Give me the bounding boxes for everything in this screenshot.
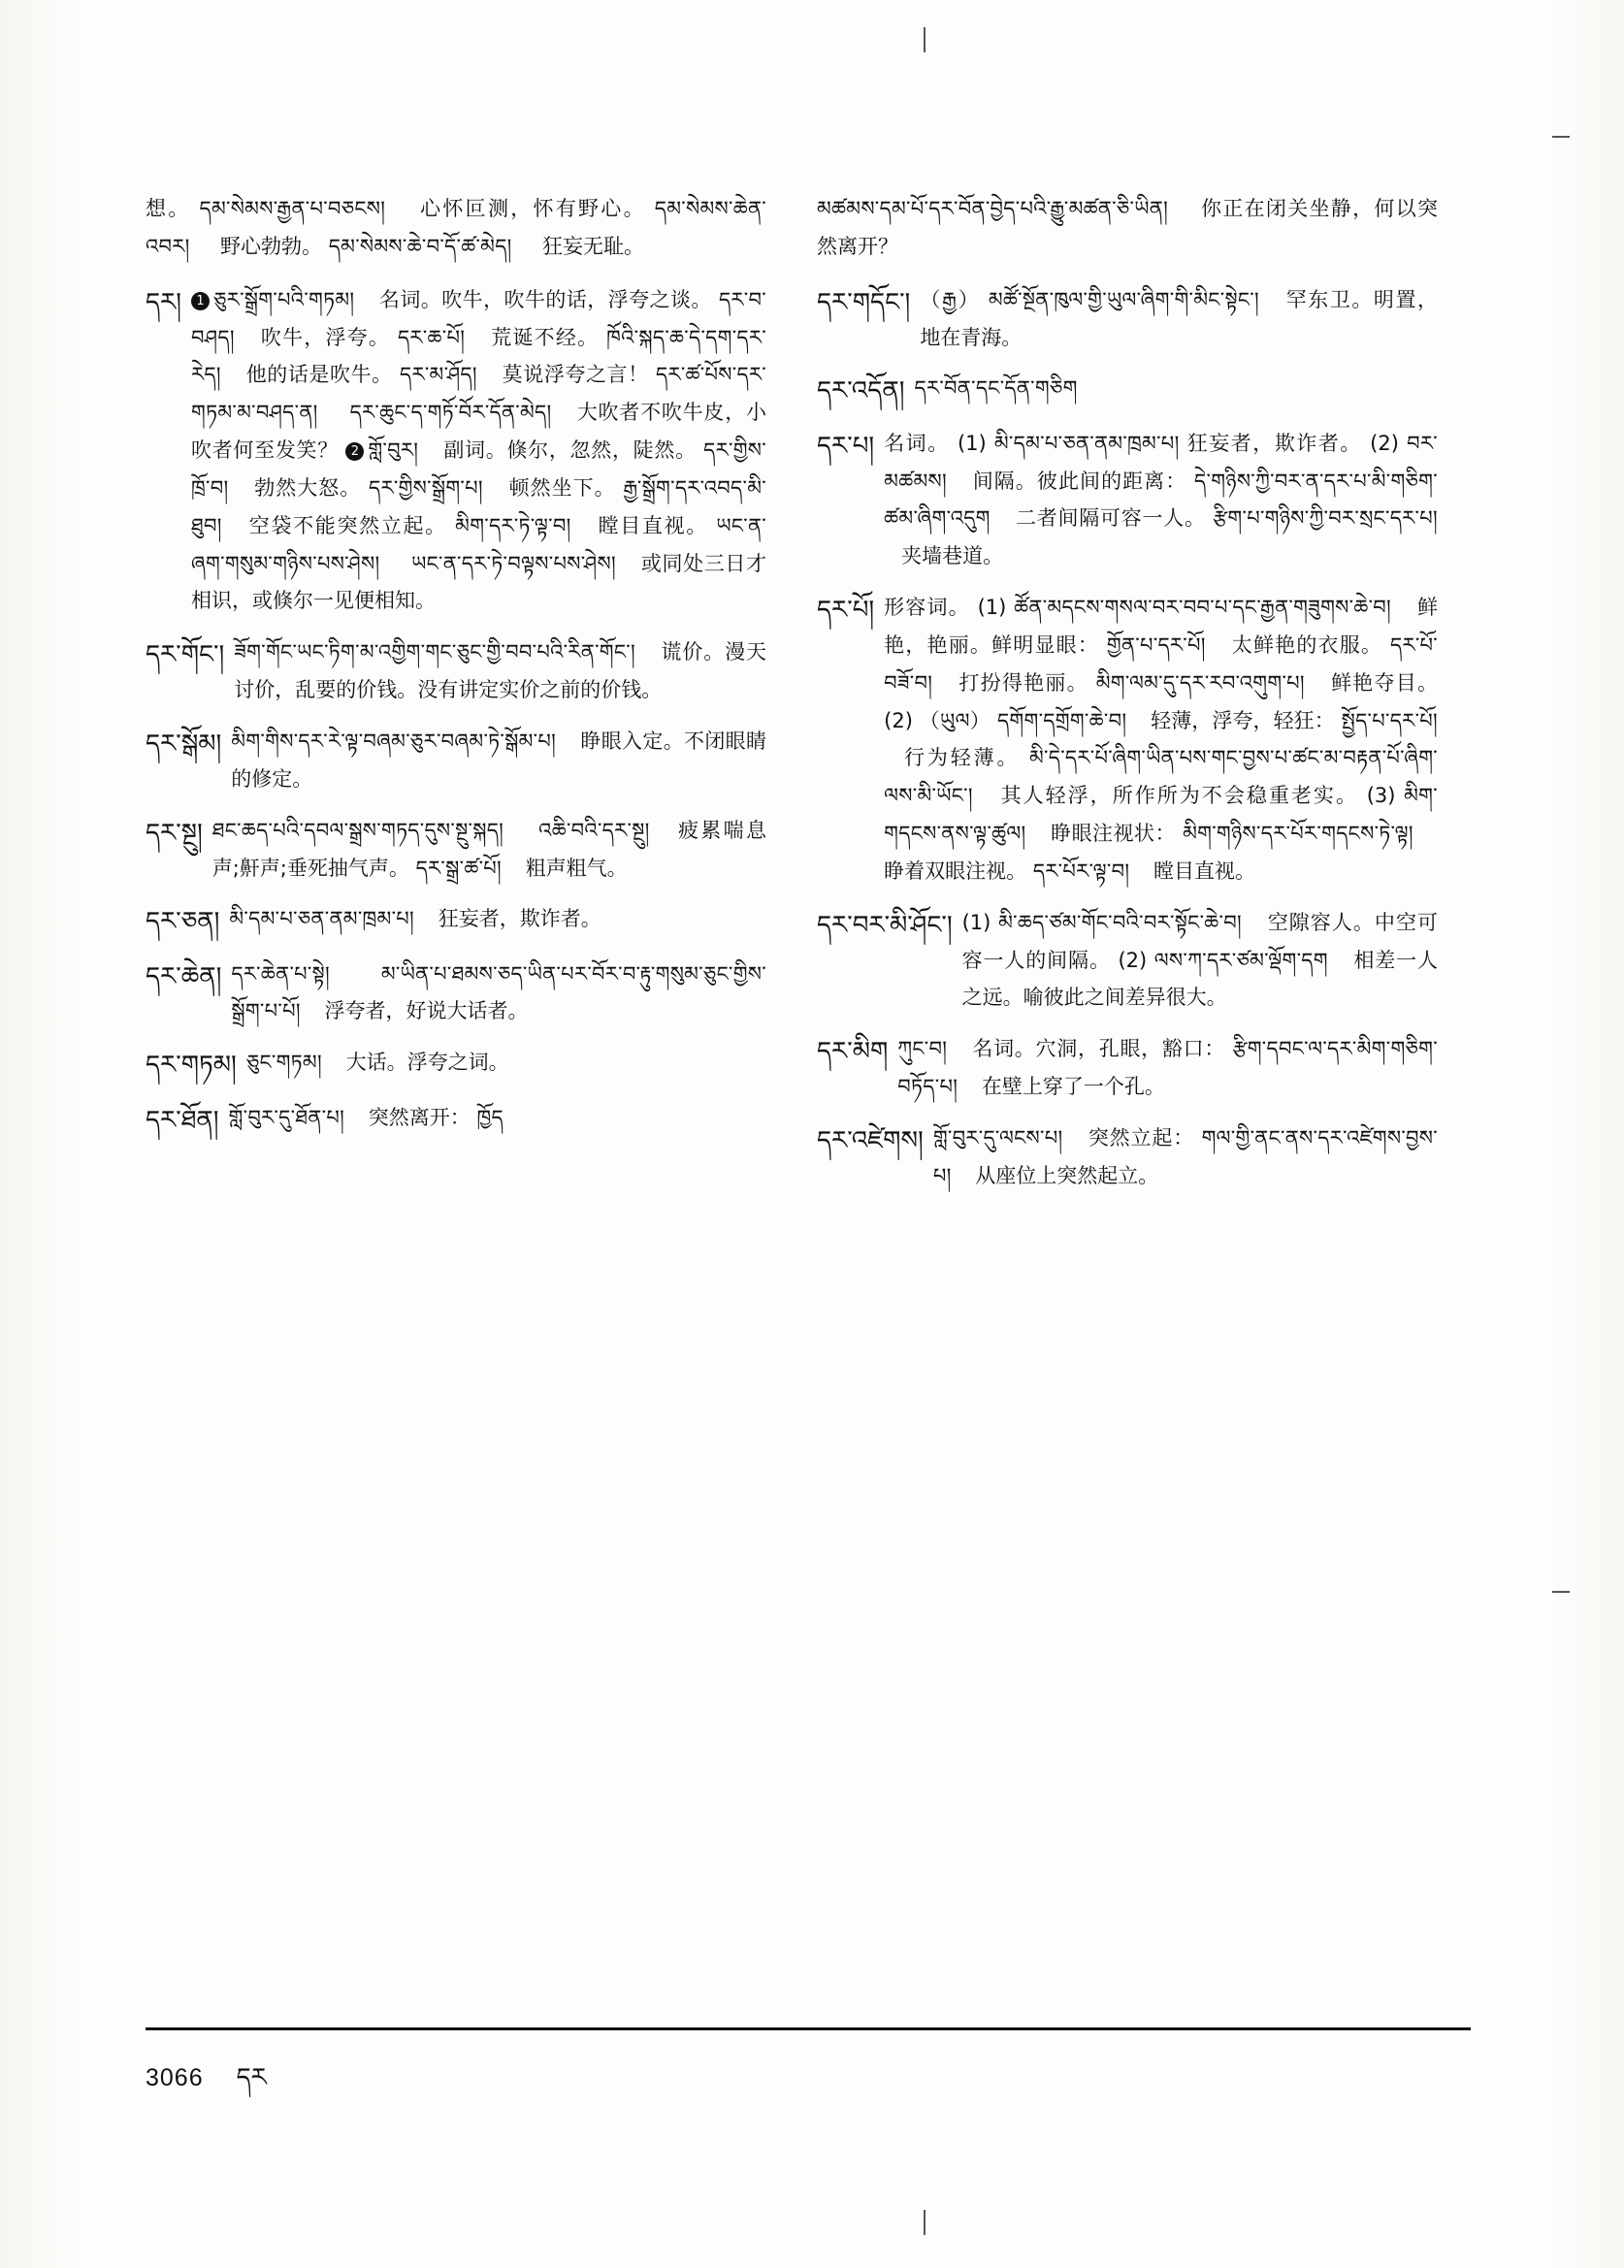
dictionary-entry [146, 812, 766, 888]
example-zh: 太鲜艳的衣服。 [1230, 632, 1383, 657]
sense-number: (1) [977, 596, 1007, 620]
example-zh: 疲累喘息声;鼾声;垂死抽气声。 [211, 818, 766, 880]
sense-zh: 名词。吹牛，吹牛的话，浮夸之谈。 [378, 287, 712, 311]
example-tib: དར་ཚ་པོས་དར་གཏམ་མ་བཤད་ན། [191, 363, 766, 425]
example-zh: 他的话是吹牛。 [245, 363, 393, 387]
dictionary-entry [817, 1030, 1438, 1106]
dictionary-entry [146, 956, 766, 1031]
entry-body [191, 281, 766, 621]
example-tib: ཡང་ན་ཞག་གསུམ་གཉིས་པས་ཤེས། [191, 513, 767, 575]
entry-headword: དར་གོང་། [146, 640, 225, 670]
example-zh: 顿然坐下。 [507, 475, 616, 500]
sense-zh: 罕东卫。明置，地在青海。 [920, 287, 1439, 349]
example-tib: དར་པོ་བཟོ་བ། [884, 632, 1439, 695]
entry-body [962, 904, 1438, 1018]
sense-tib: མི་དམ་པ་ཅན་ནམ་ཁྲམ་པ། [993, 431, 1180, 455]
example-zh: 二者间隔可容一人。 [1015, 506, 1206, 531]
example-zh: 睁着双眼注视。 [884, 859, 1027, 883]
continuation-zh-1: 你正在闭关坐静，何以突然离开？ [817, 197, 1438, 258]
sense-tib: གློ་བུར་དུ་ལངས་པ། [932, 1126, 1063, 1150]
example-zh: 从座位上突然起立。 [975, 1163, 1159, 1187]
dictionary-entry [817, 281, 1438, 357]
dictionary-entry [146, 633, 766, 709]
example-zh: 或同处三日才相识，或倏尔一见便相知。 [191, 551, 766, 613]
page-number: 3066 [146, 2064, 204, 2091]
sense-tib: ཚོན་མདངས་གསལ་བར་བབ་པ་དང་རྒྱན་གཟུགས་ཆེ་བ། [1014, 596, 1392, 620]
sense-zh: 狂妄者，欺诈者。 [438, 907, 601, 931]
entry-body [231, 956, 766, 1031]
entry-body [231, 723, 766, 798]
sense-zh: 突然离开： [368, 1105, 471, 1129]
example-zh: 行为轻薄。 [901, 746, 1021, 770]
sense-tib: མིག་གདངས་ནས་ལྟ་ཚུལ། [884, 784, 1438, 846]
example-tib: དར་བ་བཤད། [191, 287, 766, 349]
footer-divider [146, 2027, 1471, 2030]
example-zh: 荒诞不经。 [490, 325, 600, 349]
sense-zh: 鲜艳，艳丽。鲜明显眼： [884, 596, 1439, 657]
entry-headword: དར་པོ། [817, 596, 875, 626]
sense-number: (2) [884, 708, 913, 732]
example-tib: གྱོན་པ་དར་པོ། [1106, 632, 1206, 657]
cross-reference-tib: དར་བོན་དང་དོན་གཅིག [914, 376, 1078, 401]
sense-zh: 突然立起： [1087, 1126, 1195, 1150]
sense-tib: ཟོག་གོང་ཡང་ཏིག་མ་འགྱིག་གང་ཅུང་གྱི་བབ་པའི་རིན་གོང་། [234, 640, 635, 664]
example-tib: ཁོའི་སྐད་ཆ་དེ་དག་དར་རེད། [191, 325, 766, 387]
dictionary-entry [146, 1044, 766, 1085]
sense-number: (3) [1366, 784, 1396, 808]
entry-headword: དར་སྒོམ། [146, 729, 222, 759]
dictionary-entry [817, 589, 1438, 891]
continuation-tib-2: དམ་སེམས་ཆེན་འབར། [146, 197, 766, 258]
example-zh: 瞠目直视。 [596, 513, 708, 537]
sense-tib: ཅུང་གཏམ། [245, 1051, 322, 1075]
entry-headword: དར་སྔུ། [146, 818, 203, 848]
sense-label-paren: （རྒྱ） [920, 287, 981, 311]
example-tib: དར་ཆུང་ད་གཏོ་བོར་དོན་མེད། [349, 401, 552, 425]
entry-headword: དར་ཆེན། [146, 961, 222, 991]
example-zh: 大吹者不吹牛皮，小吹者何至发笑？ [191, 401, 766, 463]
sense-tib: དར་ཆེན་པ་སྟེ། [231, 961, 331, 986]
dictionary-entry [817, 370, 1438, 410]
entry-tail-tib: ཁྱོད [476, 1105, 503, 1129]
sense-tib: མིག་གིས་དར་རེ་ལྟ་བཞམ་ཅུར་བཞམ་ཏེ་སྒོམ་པ། [231, 729, 557, 753]
entry-body [229, 1099, 766, 1137]
entry-body [933, 1119, 1438, 1195]
sense-zh: 名词。穴洞，孔眼，豁口： [971, 1037, 1226, 1061]
sense-zh: 浮夸者，好说大话者。 [324, 999, 529, 1023]
example-tib: འཆི་བའི་དར་སྔུ། [538, 818, 650, 842]
continuation-paragraph [817, 190, 1438, 266]
dictionary-entry [146, 1099, 766, 1140]
sense-tib: གློ་བུར། [368, 438, 419, 463]
entry-headword: དར་འདོན། [817, 376, 905, 406]
example-tib: མི་དེ་དར་པོ་ཞིག་ཡིན་པས་གང་བྱས་པ་ཚང་མ་བརྟན་པོ་ཞིག་ལས་མི་ཡོང་། [884, 746, 1438, 808]
part-of-speech: 名词。 [884, 431, 950, 455]
sense-number: (2) [1370, 431, 1399, 455]
continuation-zh-2: 野心勃勃。 [220, 234, 323, 258]
entry-body [234, 633, 766, 709]
example-tib: ཡང་ན་དར་ཏེ་བལྟས་པས་ཤེས། [411, 551, 616, 575]
continuation-zh-1: 心怀叵测，怀有野心。 [420, 197, 646, 220]
entry-body [914, 370, 1438, 407]
two-column-body [146, 190, 1471, 1936]
example-tib: རྒྱ་སྒྲོག་དར་འབད་མི་ཐུབ། [191, 475, 766, 537]
sense-zh: 轻薄，浮夸，轻狂： [1151, 708, 1335, 732]
example-zh: 打扮得艳丽。 [958, 670, 1088, 695]
example-tib: རྩིག་དབང་ལ་དར་མིག་གཅིག་བཏོད་པ། [897, 1037, 1438, 1099]
sense-marker-1: 1 [191, 292, 210, 310]
entry-body [920, 281, 1438, 357]
sense-tib: ཀུང་བ། [897, 1037, 948, 1061]
entry-headword: དར་ཅན། [146, 907, 220, 937]
crop-mark-top [924, 27, 926, 52]
example-tib: དར་གྱིས་ཁྲོ་བ། [191, 438, 766, 500]
sense-tib: གློ་བུར་དུ་ཐོན་པ། [228, 1105, 345, 1129]
example-tib: རྩིག་པ་གཉིས་ཀྱི་བར་སྲང་དར་པ། [1213, 506, 1438, 531]
dictionary-entry [817, 1119, 1438, 1195]
entry-body [229, 900, 766, 938]
dictionary-entry [146, 900, 766, 941]
dictionary-entry [817, 904, 1438, 1018]
dictionary-entry [146, 723, 766, 798]
example-tib: དར་ཆ་པོ། [397, 325, 466, 349]
example-zh: 莫说浮夸之言！ [502, 363, 649, 387]
example-tib: དར་མ་ཤོད། [400, 363, 477, 387]
sense-number: (1) [957, 431, 987, 455]
sense-zh: 狂妄者，欺诈者。 [1186, 431, 1362, 455]
entry-headword: དར་གཏམ། [146, 1051, 237, 1081]
sense-tib: བར་མཚམས། [884, 431, 1438, 493]
entry-body [884, 425, 1438, 575]
entry-headword: དར་པ། [817, 431, 875, 461]
example-tib: མིག་གཉིས་དར་པོར་གདངས་ཏེ་ལྟ། [1183, 822, 1413, 846]
example-tib: དར་སྒྲ་ཚ་པོ། [415, 856, 502, 880]
entry-body [897, 1030, 1438, 1106]
sense-zh: 睁眼入定。不闭眼睛的修定。 [231, 729, 766, 791]
example-zh: 瞠目直视。 [1153, 859, 1256, 883]
continuation-tib-3: དམ་སེམས་ཆེ་བ་དོ་ཚ་མེད། [328, 234, 512, 258]
example-tib: གལ་གྱི་ནང་ནས་དར་འཛེགས་བྱས་པ། [932, 1126, 1438, 1187]
column-right [817, 190, 1438, 1936]
crop-mark-bottom [924, 2210, 926, 2235]
column-left [146, 190, 766, 1936]
sense-number: (2) [1118, 948, 1148, 972]
example-zh: 鲜艳夺目。 [1329, 670, 1439, 695]
crop-mark-right-lower [1552, 1591, 1570, 1593]
part-of-speech: 形容词。 [884, 596, 970, 620]
sense-tib: ཅུར་སྒྲོག་པའི་གཏམ། [213, 287, 355, 311]
sense-zh: 睁眼注视状： [1050, 822, 1176, 846]
sense-zh: 大话。浮夸之词。 [345, 1051, 509, 1075]
sense-label-paren: （ཡུལ） [919, 708, 991, 732]
dictionary-entry [146, 281, 766, 621]
entry-headword: དར་མིག [817, 1037, 889, 1067]
example-tib: དེ་གཉིས་ཀྱི་བར་ན་དར་པ་མི་གཅིག་ཚམ་ཞིག་འདུག [884, 469, 1438, 531]
example-zh: 在壁上穿了一个孔。 [981, 1075, 1165, 1099]
example-tib: མིག་ལམ་དུ་དར་རབ་འགུག་པ། [1095, 670, 1305, 695]
sense-tib: ཐང་ཆད་པའི་དབལ་སྒྲས་གཏད་དུས་སྔུ་སྐད། [211, 818, 504, 842]
entry-headword: དར། [146, 287, 182, 317]
entry-headword: དར་གདོང་། [817, 287, 911, 317]
continuation-tib-1: མཚམས་དམ་པོ་དར་བོན་བྱེད་པའི་རྒྱུ་མཚན་ཅི་ཡིན། [817, 197, 1169, 220]
dictionary-entry [817, 425, 1438, 575]
sense-number: (1) [961, 910, 991, 934]
entry-headword: དར་འཛེགས། [817, 1126, 924, 1156]
scan-edge-right [1537, 0, 1624, 2268]
sense-tib: ལས་ཀ་དར་ཙམ་ལྡོག་དག [1153, 948, 1328, 972]
example-tib: དར་གྱིས་སྒྲོག་པ། [369, 475, 483, 500]
entry-headword: དར་བར་མི་ཤོང་། [817, 910, 953, 940]
page-content [146, 190, 1471, 1996]
sense-marker-2: 2 [345, 442, 364, 461]
continuation-tib-1: དམ་སེམས་རྒྱན་པ་བཅངས། [199, 197, 386, 220]
crop-mark-right-upper [1552, 136, 1570, 138]
scan-edge-left [0, 0, 107, 2268]
sense-zh: 副词。倏尔，忽然，陡然。 [442, 438, 697, 463]
sense-zh: 间隔。彼此间的距离： [971, 469, 1187, 493]
continuation-zh-3: 狂妄无耻。 [542, 234, 645, 258]
entry-headword: དར་ཐོན། [146, 1105, 219, 1135]
continuation-paragraph [146, 190, 766, 266]
example-zh: 其人轻浮，所作所为不会稳重老实。 [998, 784, 1358, 808]
sense-zh: 谎价。漫天讨价，乱要的价钱。没有讲定实价之前的价钱。 [234, 640, 766, 702]
example-zh: 勃然大怒。 [253, 475, 362, 500]
sense-tib: དགོག་དགྲོག་ཆེ་བ། [996, 708, 1127, 732]
sense-tib: མཚོ་སྔོན་ཁུལ་གྱི་ཡུལ་ཞིག་གི་མིང་སྟེང་། [988, 287, 1259, 311]
example-tib: དར་པོར་ལྟ་བ། [1032, 859, 1130, 883]
footer-running-head: དར [236, 2063, 267, 2092]
page-footer [146, 2027, 1471, 2121]
entry-body [212, 812, 766, 888]
entry-body [884, 589, 1438, 891]
example-tib: མིག་དར་ཏེ་ལྟ་བ། [455, 513, 571, 537]
continuation-lead-zh: 想。 [146, 197, 191, 220]
sense-zh: 空隙容人。中空可容一人的间隔。 [961, 910, 1438, 972]
entry-body [246, 1044, 766, 1082]
sense-tib: མ་ཡིན་པ་ཐམས་ཅད་ཡིན་པར་བོར་བ་རྟུ་གསུམ་ཅུང་གྱིས་སྒྲོག་པ་པོ། [231, 961, 766, 1023]
example-zh: 空袋不能突然立起。 [247, 513, 447, 537]
sense-tib: མི་དམ་པ་ཅན་ནམ་ཁྲམ་པ། [229, 907, 415, 931]
example-zh: 吹牛，浮夸。 [259, 325, 391, 349]
sense-tib: མི་ཆད་ཙམ་གོང་བའི་བར་སྟོང་ཆེ་བ། [998, 910, 1242, 934]
sense-zh: 相差一人之远。喻彼此之间差异很大。 [961, 948, 1438, 1010]
example-zh: 夹墙巷道。 [901, 544, 1004, 568]
example-zh: 粗声粗气。 [525, 856, 628, 880]
footer-line [146, 2050, 1471, 2121]
example-tib: སྤྱོད་པ་དར་པོ། [1341, 708, 1438, 732]
